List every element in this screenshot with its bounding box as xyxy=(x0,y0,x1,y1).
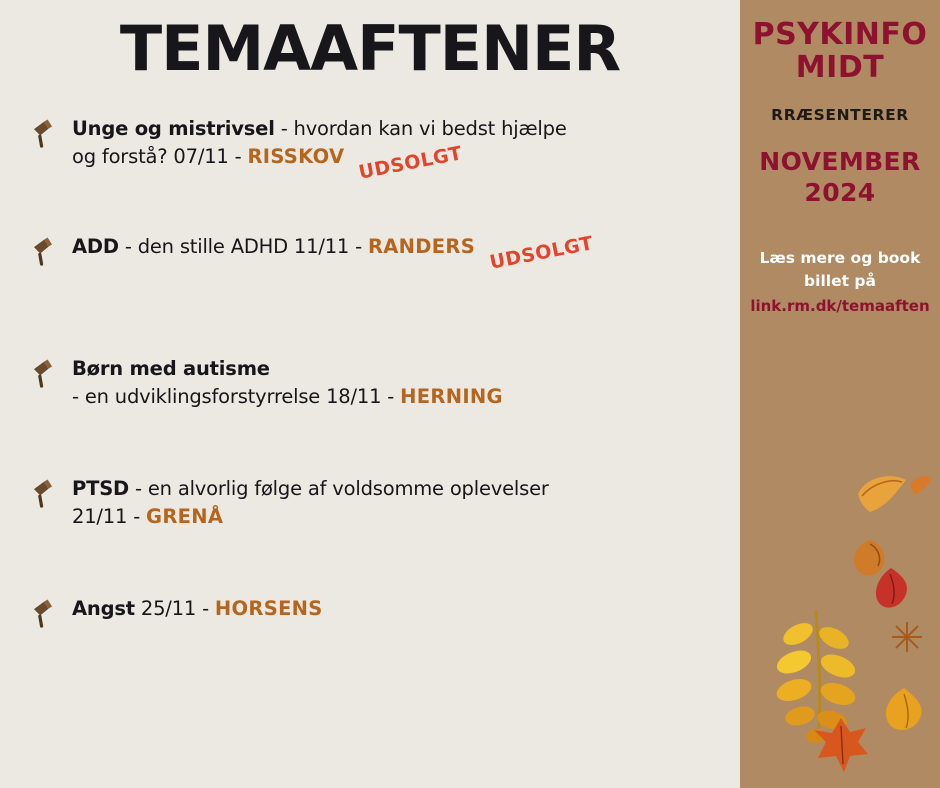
brand-title xyxy=(750,18,930,84)
event-line-2 xyxy=(72,383,728,411)
brand-line-1: PSYKINFO xyxy=(752,17,928,52)
list-item[interactable] xyxy=(28,475,728,537)
list-item[interactable] xyxy=(28,355,728,417)
event-description: 25/11 - xyxy=(134,597,215,621)
event-title: Unge og mistrivsel xyxy=(72,117,275,141)
event-description: - en udviklingsforstyrrelse 18/11 - xyxy=(72,385,401,409)
event-line-1 xyxy=(72,595,728,623)
event-date: og forstå? 07/11 - xyxy=(72,145,248,169)
month-year xyxy=(750,146,930,209)
leaf-icon xyxy=(880,686,928,736)
leaf-icon xyxy=(890,620,924,654)
pushpin-icon xyxy=(28,117,62,151)
leaf-icon xyxy=(810,716,872,774)
event-line-1 xyxy=(72,232,728,274)
leaf-icon xyxy=(852,470,912,518)
presents-label: RRÆSENTERER xyxy=(771,106,909,124)
event-line-2 xyxy=(72,142,728,184)
pushpin-icon xyxy=(28,235,62,269)
event-line-1 xyxy=(72,355,728,383)
event-title: Børn med autisme xyxy=(72,357,270,381)
pushpin-icon xyxy=(28,477,62,511)
event-date: 21/11 - xyxy=(72,505,147,529)
brand-line-2: MIDT xyxy=(795,50,885,85)
status-badge: UDSOLGT xyxy=(357,142,465,184)
event-city: RISSKOV xyxy=(247,145,345,169)
status-badge: UDSOLGT xyxy=(487,232,596,274)
event-line-2 xyxy=(72,503,728,531)
leaf-icon xyxy=(850,538,890,580)
pushpin-icon xyxy=(28,357,62,391)
event-line-1 xyxy=(72,115,728,143)
pushpin-icon xyxy=(28,597,62,631)
event-city: GRENÅ xyxy=(146,505,224,529)
list-item[interactable] xyxy=(28,233,728,295)
year-label: 2024 xyxy=(804,178,876,208)
booking-info xyxy=(750,247,930,318)
leaf-icon xyxy=(908,472,934,498)
booking-link[interactable]: link.rm.dk/temaaften xyxy=(750,297,930,315)
leaf-icon xyxy=(768,604,864,744)
event-title: Angst xyxy=(72,597,135,621)
event-description: - den stille ADHD 11/11 - xyxy=(118,235,368,259)
event-city: HERNING xyxy=(400,385,503,409)
event-line-1 xyxy=(72,475,728,503)
sidebar-content xyxy=(740,0,940,318)
page-title: TEMAAFTENER xyxy=(119,12,621,85)
event-title: PTSD xyxy=(72,477,130,501)
event-title: ADD xyxy=(72,235,119,259)
event-city: HORSENS xyxy=(214,597,323,621)
event-list xyxy=(0,115,740,657)
booking-line-2: billet på xyxy=(804,271,876,290)
leaf-icon xyxy=(870,566,912,612)
list-item[interactable] xyxy=(28,115,728,184)
list-item[interactable] xyxy=(28,595,728,657)
event-description: - en alvorlig følge af voldsomme oplevelser xyxy=(129,477,549,501)
booking-line-1: Læs mere og book xyxy=(759,248,921,267)
event-city: RANDERS xyxy=(367,235,476,259)
poster-sidebar xyxy=(740,0,940,788)
event-description: - hvordan kan vi bedst hjælpe xyxy=(274,117,567,141)
month-label: NOVEMBER xyxy=(759,147,921,176)
